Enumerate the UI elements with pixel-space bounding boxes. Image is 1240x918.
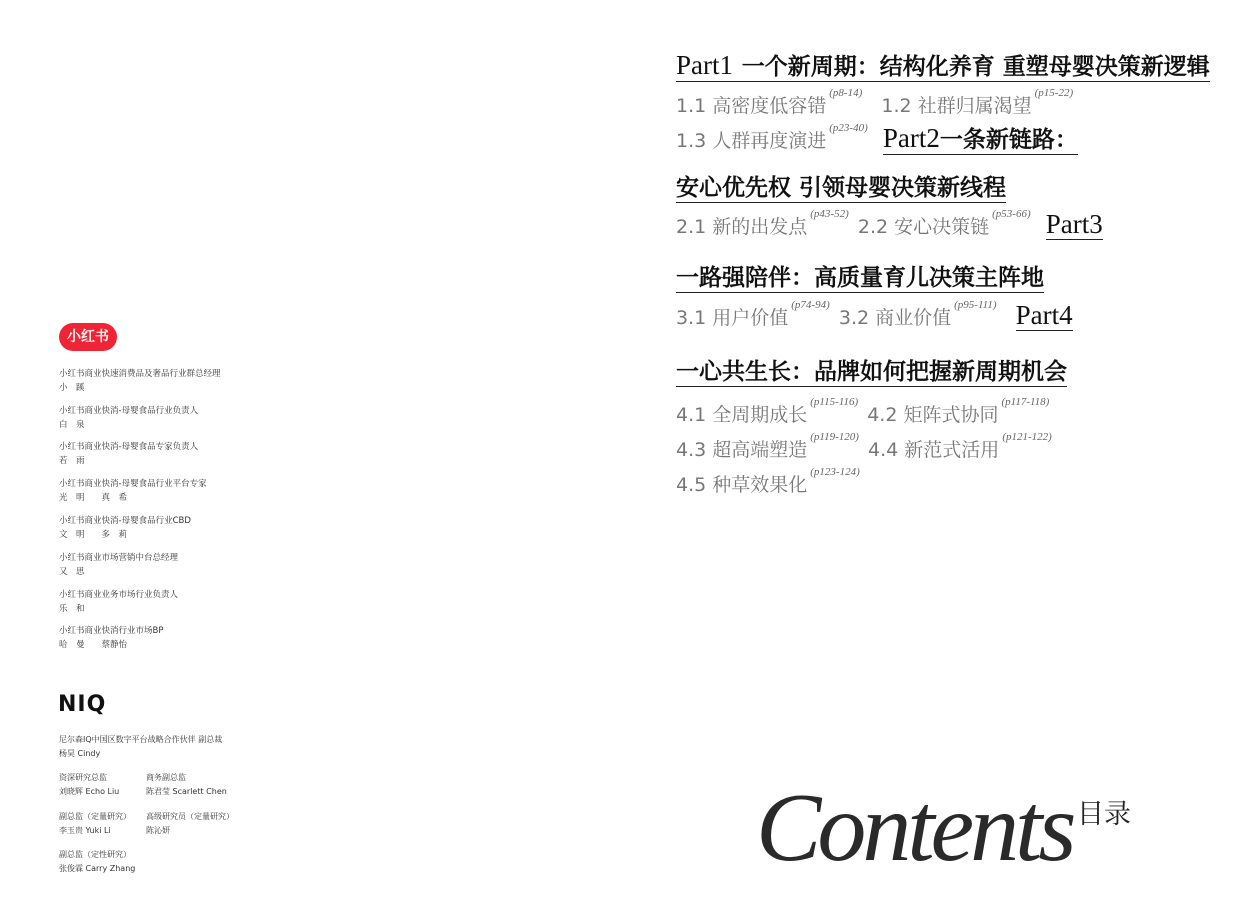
page-ref: (p43-52) (810, 208, 849, 220)
part1-heading (676, 48, 1210, 82)
credit-name: 光 明 真 希 (59, 493, 128, 503)
credit-title: 小红书商业快消-母婴食品行业负责人 (59, 406, 199, 416)
part1-word: Part1 (676, 50, 733, 80)
credit-6 (59, 551, 178, 579)
toc-row-3 (676, 209, 1103, 240)
credit-name: 又 思 (59, 567, 85, 577)
niq-credit-row-1 (59, 771, 227, 799)
part1-title: 一个新周期：结构化养育 重塑母婴决策新逻辑 (741, 53, 1210, 80)
credit-name: 小 蹊 (59, 383, 85, 393)
credit-name: 白 泉 (59, 420, 85, 430)
credit-7 (59, 588, 178, 616)
credit-title: 小红书商业快速消费品及奢品行业群总经理 (59, 369, 221, 379)
toc-row-4 (676, 300, 1073, 331)
credit-name: 若 雨 (59, 456, 85, 466)
part4-title: 一心共生长：品牌如何把握新周期机会 (676, 353, 1067, 387)
credit-title: 高级研究员（定量研究） (146, 812, 234, 821)
part2-heading-a (883, 121, 1078, 155)
credit-name: 李玉贵 Yuki Li (59, 826, 111, 835)
toc-item-4-3[interactable]: 4.3 超高端塑造$^{(p119-120)}$ (676, 431, 859, 461)
part2-word: Part2 (882, 123, 940, 153)
part2-heading-b (676, 169, 1006, 203)
credit-name: 刘晓辉 Echo Liu (59, 787, 120, 796)
credit-title: 副总监（定性研究） (59, 850, 131, 859)
toc-item-4-5[interactable]: 4.5 种草效果化$^{(p123-124)}$ (676, 466, 860, 496)
credit-title: 资深研究总监 (59, 773, 107, 782)
page-ref: (p121-122) (1002, 431, 1052, 443)
credit-title: 小红书商业业务市场行业负责人 (59, 590, 179, 600)
credit-title: 小红书商业快消-母婴食品行业平台专家 (59, 479, 207, 489)
credit-title: 副总监（定量研究） (59, 812, 131, 821)
page-ref: (p53-66) (992, 208, 1031, 220)
toc-row-2 (676, 121, 1078, 155)
niq-logo: NIQ (58, 692, 107, 717)
credit-3 (59, 440, 198, 468)
part4-word: Part4 (1015, 300, 1073, 330)
credit-name: 陈沁妍 (146, 826, 170, 835)
toc-row-7 (676, 466, 860, 497)
toc-row-5 (676, 396, 1050, 427)
page-ref: (p117-118) (1001, 396, 1050, 408)
niq-credit-row-3 (59, 848, 135, 876)
part3-heading (676, 259, 1044, 293)
credit-4 (59, 477, 207, 505)
credit-name: 张俊霖 Carry Zhang (59, 864, 136, 873)
part2-title-b: 安心优先权 引领母婴决策新线程 (676, 169, 1006, 203)
credit-col2 (146, 810, 234, 838)
toc-item-2-2[interactable]: 2.2 安心决策链$^{(p53-66)}$ (857, 208, 1031, 238)
credit-2 (59, 404, 198, 432)
credit-title: 小红书商业快消-母婴食品专家负责人 (59, 442, 199, 452)
toc-item-4-4[interactable]: 4.4 新范式活用$^{(p121-122)}$ (868, 431, 1052, 461)
toc-item-1-2[interactable]: 1.2 社群归属渴望$^{(p15-22)}$ (881, 87, 1074, 117)
toc-item-3-2[interactable]: 3.2 商业价值$^{(p95-111)}$ (838, 299, 997, 329)
toc-item-4-1[interactable]: 4.1 全周期成长$^{(p115-116)}$ (676, 396, 859, 426)
part2-title-a: 一条新链路： (939, 126, 1078, 153)
contents-wordmark: Contents (756, 774, 1073, 882)
credit-name: 陈君莹 Scarlett Chen (146, 787, 227, 796)
toc-item-3-1[interactable]: 3.1 用户价值$^{(p74-94)}$ (676, 299, 830, 329)
credit-title: 小红书商业快消-母婴食品行业CBD (59, 516, 191, 526)
credit-8 (59, 624, 163, 652)
xiaohongshu-logo: 小红书 (59, 323, 117, 351)
part4-heading (676, 353, 1067, 387)
page-ref: (p115-116) (810, 396, 859, 408)
credit-name: 乐 和 (59, 604, 85, 614)
credit-col2 (146, 771, 227, 799)
page-ref: (p23-40) (829, 122, 868, 134)
page-ref: (p119-120) (810, 431, 859, 443)
credit-name: 杨昊 Cindy (59, 749, 101, 758)
credit-title: 尼尔森IQ中国区数字平台战略合作伙伴 副总裁 (59, 735, 223, 744)
credit-5 (59, 514, 191, 542)
niq-credit-top (59, 733, 222, 761)
credit-name: 文 明 多 莉 (59, 530, 128, 540)
toc-item-1-1[interactable]: 1.1 高密度低容错$^{(p8-14)}$ (676, 87, 863, 117)
part3-word: Part3 (1045, 209, 1103, 239)
toc-item-1-3[interactable]: 1.3 人群再度演进$^{(p23-40)}$ (676, 122, 868, 152)
page-ref: (p8-14) (829, 87, 863, 99)
page-ref: (p15-22) (1034, 87, 1074, 99)
toc-row-6 (676, 431, 1052, 462)
page-ref: (p123-124) (810, 466, 860, 478)
contents-chinese-title: 目录 (1077, 799, 1131, 830)
credit-title: 商务副总监 (146, 773, 186, 782)
credit-title: 小红书商业快消行业市场BP (59, 626, 164, 636)
page-ref: (p95-111) (954, 299, 997, 311)
niq-credit-row-2 (59, 810, 234, 838)
credit-title: 小红书商业市场营销中台总经理 (59, 553, 179, 563)
toc-row-1 (676, 87, 1074, 118)
credit-name: 哈 曼 蔡静怡 (59, 640, 128, 650)
page-ref: (p74-94) (791, 299, 830, 311)
toc-item-2-1[interactable]: 2.1 新的出发点$^{(p43-52)}$ (676, 208, 849, 238)
credit-1 (59, 367, 221, 395)
toc-item-4-2[interactable]: 4.2 矩阵式协同$^{(p117-118)}$ (867, 396, 1050, 426)
part3-title: 一路强陪伴：高质量育儿决策主阵地 (676, 259, 1044, 293)
